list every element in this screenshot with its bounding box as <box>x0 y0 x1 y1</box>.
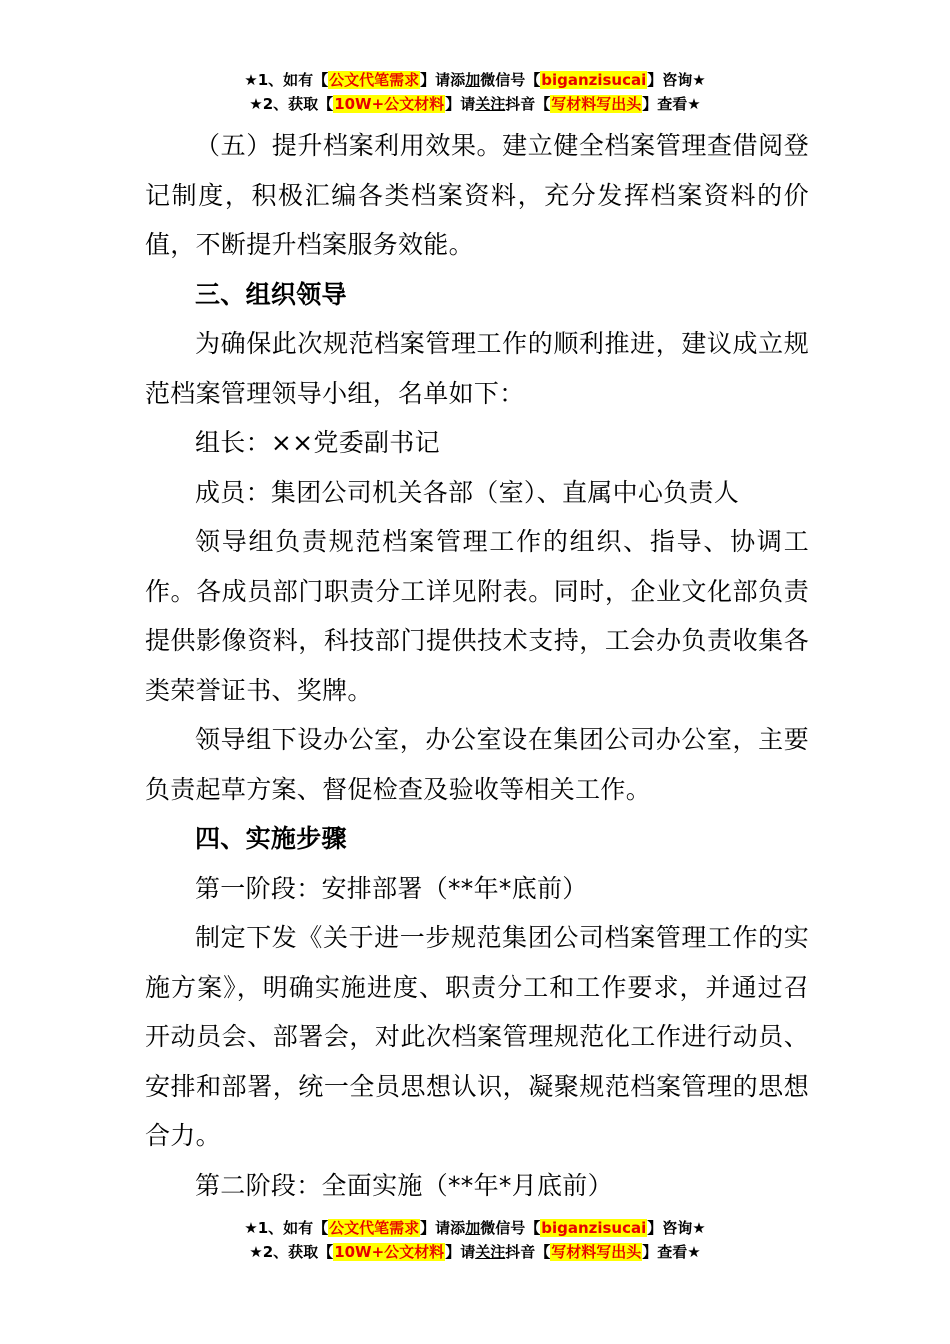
promo-text: 微信号【 <box>480 71 541 89</box>
paragraph-group-leader: 组长：××党委副书记 <box>195 428 440 457</box>
paragraph-stage-one-body: 制定下发《关于进一步规范集团公司档案管理工作的实施方案》，明确实施进度、职责分工和工作要求，并通过召开动员会、部署会，对此次档案管理规范化工作进行动员、安排和部署，统一全员思想认识，凝聚规范档案管理的思想合力。 <box>145 923 809 1150</box>
paragraph-stage-two-title: 第二阶段：全面实施（**年*月底前） <box>195 1170 613 1200</box>
promo-text: ★2、获取【 <box>249 1243 334 1261</box>
section-heading-organization: 三、组织领导 <box>195 279 347 309</box>
document-body <box>145 121 809 1210</box>
promo-line-2 <box>0 92 950 116</box>
paragraph-group-members: 成员：集团公司机关各部（室）、直属中心负责人 <box>195 477 740 507</box>
promo-wechat-id: biganzisucai <box>541 71 647 89</box>
promo-text: ★1、如有【 <box>244 71 329 89</box>
promo-text: 抖音【 <box>505 1243 551 1261</box>
promo-underline: 关注 <box>475 95 506 113</box>
promo-highlight: 10W+公文材料 <box>334 95 445 113</box>
promo-text: 微信号【 <box>480 1219 541 1237</box>
promo-text: ★2、获取【 <box>249 95 334 113</box>
promo-highlight: 公文代笔需求 <box>329 71 420 89</box>
promo-line-1 <box>0 68 950 92</box>
promo-line-2 <box>0 1240 950 1264</box>
promo-highlight: 10W+公文材料 <box>334 1243 445 1261</box>
promo-highlight: 公文代笔需求 <box>329 1219 420 1237</box>
paragraph-improve-archive-use: （五）提升档案利用效果。建立健全档案管理查借阅登记制度，积极汇编各类档案资料，充分发挥档案资料的价值，不断提升档案服务效能。 <box>145 131 809 259</box>
promo-text: ★1、如有【 <box>244 1219 329 1237</box>
promo-text: 】请 <box>445 95 476 113</box>
paragraph-group-duties: 领导组负责规范档案管理工作的组织、指导、协调工作。各成员部门职责分工详见附表。同时，企业文化部负责提供影像资料，科技部门提供技术支持，工会办负责收集各类荣誉证书、奖牌。 <box>145 527 809 705</box>
section-heading-steps: 四、实施步骤 <box>195 824 347 853</box>
promo-wechat-id: biganzisucai <box>541 1219 647 1237</box>
promo-text: 】咨询★ <box>647 71 706 89</box>
paragraph-leading-group-intro: 为确保此次规范档案管理工作的顺利推进，建议成立规范档案管理领导小组，名单如下： <box>145 329 809 408</box>
promo-douyin-id: 写材料写出头 <box>551 1243 642 1261</box>
promo-text: 】咨询★ <box>647 1219 706 1237</box>
promo-text: 】查看★ <box>642 95 701 113</box>
promo-underline: 加 <box>465 1219 481 1237</box>
promo-text: 】请 <box>445 1243 476 1261</box>
promo-text: 】查看★ <box>642 1243 701 1261</box>
promo-line-1 <box>0 1216 950 1240</box>
promo-underline: 加 <box>465 71 481 89</box>
promo-text: 】请添 <box>420 71 466 89</box>
footer-promo-banner <box>0 1216 950 1264</box>
promo-douyin-id: 写材料写出头 <box>551 95 642 113</box>
promo-text: 抖音【 <box>505 95 551 113</box>
paragraph-stage-one-title: 第一阶段：安排部署（**年*底前） <box>195 873 588 903</box>
header-promo-banner <box>0 68 950 116</box>
promo-text: 】请添 <box>420 1219 466 1237</box>
paragraph-office: 领导组下设办公室，办公室设在集团公司办公室，主要负责起草方案、督促检查及验收等相关工作。 <box>145 725 809 804</box>
promo-underline: 关注 <box>475 1243 506 1261</box>
